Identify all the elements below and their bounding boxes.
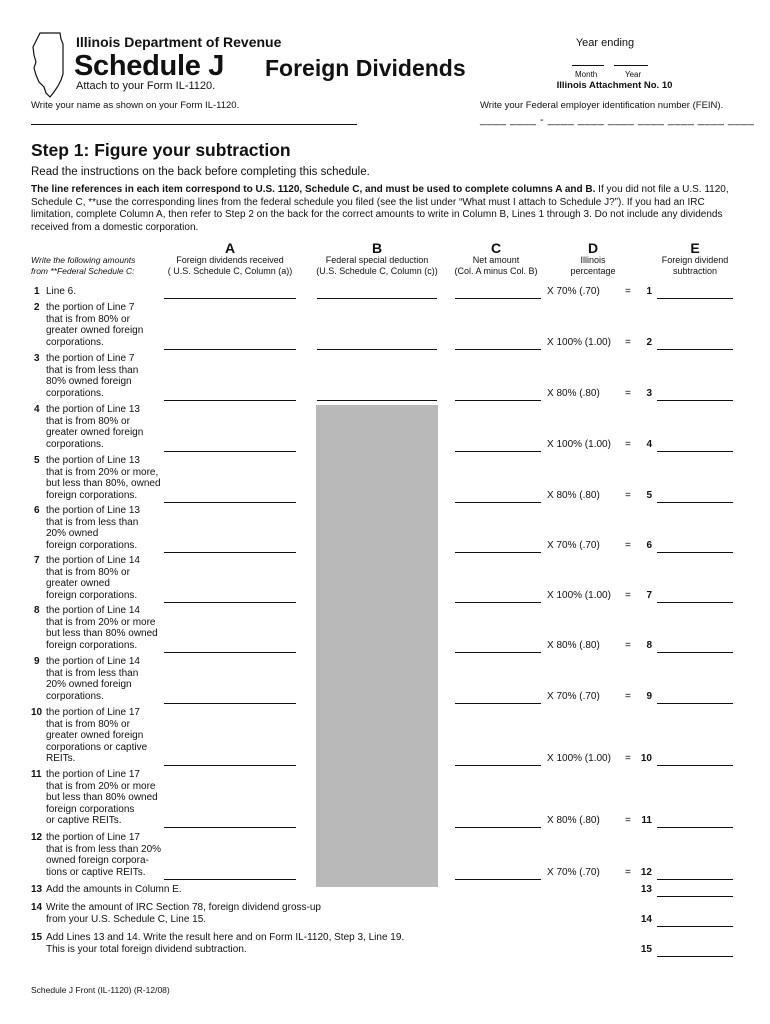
column-e-line-number: 12 — [640, 867, 652, 878]
column-e-line-number: 8 — [646, 640, 652, 651]
instructions-paragraph — [31, 184, 741, 234]
column-e-line-number: 4 — [646, 439, 652, 450]
column-e-line-number: 1 — [646, 286, 652, 297]
line-description-text: foreign corporations. — [46, 589, 138, 601]
line-description-text: the portion of Line 7 — [46, 302, 135, 313]
column-c-field[interactable] — [455, 552, 541, 553]
column-a-field[interactable] — [164, 703, 296, 704]
column-a-field[interactable] — [164, 827, 296, 828]
column-b-field[interactable] — [317, 298, 437, 299]
line-description-text: that is from 80% or — [46, 566, 130, 578]
equals-sign: = — [625, 286, 631, 297]
multiply-sign: X — [547, 867, 557, 878]
line-number: 11 — [31, 769, 42, 780]
line-description — [46, 286, 166, 298]
column-c-field[interactable] — [455, 879, 541, 880]
line-description — [46, 302, 166, 348]
line-description-text: owned foreign corpora- — [46, 855, 149, 866]
line-description — [46, 505, 166, 551]
column-b-header: Federal special deduction (U.S. Schedule C, Column (c)) — [316, 255, 438, 276]
illinois-percentage: 80% (.80) — [556, 388, 600, 399]
year-label: Year — [625, 70, 642, 79]
line-description-text: corporations. — [46, 387, 104, 399]
multiply-sign: X — [547, 815, 557, 826]
column-b-shaded-area — [316, 405, 438, 887]
line-14-text: Write the amount of IRC Section 78, foreign dividend gross-up from your U.S. Schedule C, Line 15. — [46, 902, 321, 925]
line-description-text: or captive REITs. — [46, 815, 122, 826]
column-e-field[interactable] — [657, 765, 733, 766]
form-footer: Schedule J Front (IL-1120) (R-12/08) — [31, 985, 170, 995]
column-e-field[interactable] — [657, 502, 733, 503]
multiply-percentage — [547, 640, 600, 651]
line-description-text: 20% owned — [46, 528, 99, 539]
column-c-field[interactable] — [455, 827, 541, 828]
column-c-field[interactable] — [455, 703, 541, 704]
column-a-field[interactable] — [164, 652, 296, 653]
column-b-field[interactable] — [317, 349, 437, 350]
column-e-field[interactable] — [657, 703, 733, 704]
column-e-field[interactable] — [657, 552, 733, 553]
multiply-percentage — [547, 540, 600, 551]
multiply-percentage — [547, 286, 600, 297]
equals-sign: = — [625, 439, 631, 450]
column-a-field[interactable] — [164, 451, 296, 452]
read-instructions: Read the instructions on the back before completing this schedule. — [31, 166, 370, 178]
line-description — [46, 605, 166, 651]
column-e-field[interactable] — [657, 652, 733, 653]
multiply-sign: X — [547, 691, 557, 702]
column-e-line-number: 2 — [646, 337, 652, 348]
multiply-sign: X — [547, 753, 557, 764]
line-description-text: corporations. — [46, 690, 104, 702]
line-number: 4 — [34, 404, 40, 415]
line-description-text: the portion of Line 13 — [46, 404, 140, 415]
equals-sign: = — [625, 753, 631, 764]
instructions-rest: If you did not file a U.S. 1120, Schedule C, **use the corresponding lines from the federal schedule you filed (see the list under “What must I attach to Schedule J?”). If you had an IRC limitation, complete Column A, then refer to Step 2 on the back for the correct amounts to write in Column B, Lines 1 through 3. Do not include any dividends received from a domestic corporation. — [31, 184, 729, 233]
column-b-letter: B — [371, 240, 383, 256]
line-description-text: Line 6. — [46, 286, 77, 297]
line-description-text: foreign corporations — [46, 803, 135, 815]
illinois-percentage: 100% (1.00) — [556, 337, 611, 348]
line-description-text: the portion of Line 7 — [46, 353, 135, 364]
line-description — [46, 353, 166, 399]
line-description — [46, 455, 166, 501]
line-13-e-number: 13 — [640, 884, 652, 895]
column-e-line-number: 3 — [646, 388, 652, 399]
line-description-text: REITs. — [46, 753, 76, 764]
schedule-title: Schedule J — [74, 50, 225, 82]
multiply-percentage — [547, 753, 611, 764]
line-15-number: 15 — [31, 932, 43, 943]
column-a-field[interactable] — [164, 298, 296, 299]
column-e-line-number: 6 — [646, 540, 652, 551]
line-description-text: but less than 80%, owned — [46, 478, 161, 489]
line-description-text: that is from 20% or more, — [46, 466, 159, 478]
column-e-field[interactable] — [657, 879, 733, 880]
line-15-e-number: 15 — [640, 944, 652, 955]
illinois-outline-icon — [30, 30, 68, 100]
month-field[interactable] — [572, 65, 604, 66]
column-e-field[interactable] — [657, 602, 733, 603]
line-description-text: the portion of Line 14 — [46, 555, 140, 566]
attach-note: Attach to your Form IL-1120. — [76, 80, 216, 92]
column-e-field[interactable] — [657, 451, 733, 452]
year-field[interactable] — [614, 65, 648, 66]
multiply-percentage — [547, 439, 611, 450]
line-description-text: corporations or captive — [46, 741, 148, 753]
column-a-field[interactable] — [164, 602, 296, 603]
column-d-letter: D — [587, 240, 599, 256]
multiply-sign: X — [547, 388, 557, 399]
equals-sign: = — [625, 867, 631, 878]
line-description-text: the portion of Line 13 — [46, 505, 140, 516]
step1-title: Step 1: Figure your subtraction — [31, 140, 291, 160]
column-c-letter: C — [490, 240, 502, 256]
line-description-text: greater owned foreign — [46, 427, 144, 438]
line-description-text: greater owned — [46, 578, 110, 589]
fein-field[interactable]: ____ ____ - ____ ____ ____ ____ ____ ____ ____ — [480, 114, 755, 126]
line-description-text: greater owned foreign — [46, 325, 144, 336]
line-description — [46, 707, 166, 765]
attachment-number: Illinois Attachment No. 10 — [556, 80, 673, 91]
line-description-text: the portion of Line 14 — [46, 605, 140, 616]
multiply-percentage — [547, 867, 600, 878]
line-description-text: 80% owned foreign — [46, 376, 132, 387]
equals-sign: = — [625, 337, 631, 348]
equals-sign: = — [625, 815, 631, 826]
multiply-sign: X — [547, 286, 557, 297]
column-e-line-number: 9 — [646, 691, 652, 702]
line-number: 6 — [34, 505, 40, 516]
column-e-field[interactable] — [657, 349, 733, 350]
illinois-percentage: 80% (.80) — [556, 640, 600, 651]
line-number: 9 — [34, 656, 40, 667]
line-description — [46, 656, 166, 702]
line-description-text: the portion of Line 17 — [46, 769, 140, 780]
agency-name: Illinois Department of Revenue — [76, 34, 282, 50]
line-description-text: that is from 20% or more — [46, 616, 156, 628]
line-description-text: tions or captive REITs. — [46, 866, 146, 878]
line-13-column-e-field[interactable] — [657, 896, 733, 897]
line-15-text: Add Lines 13 and 14. Write the result here and on Form IL-1120, Step 3, Line 19. This is your total foreign dividend subtraction. — [46, 932, 405, 955]
illinois-percentage: 70% (.70) — [556, 691, 600, 702]
equals-sign: = — [625, 640, 631, 651]
line-description-text: that is from less than — [46, 364, 139, 376]
line-description-text: that is from 80% or — [46, 718, 130, 730]
line-description-text: 20% owned foreign — [46, 679, 132, 690]
column-e-field[interactable] — [657, 400, 733, 401]
multiply-sign: X — [547, 490, 557, 501]
column-a-header: Foreign dividends received ( U.S. Schedule C, Column (a)) — [167, 255, 293, 276]
line-number: 7 — [34, 555, 40, 566]
line-description-text: that is from 20% or more — [46, 780, 156, 792]
year-ending-label: Year ending — [575, 37, 635, 49]
multiply-percentage — [547, 691, 600, 702]
multiply-percentage — [547, 490, 600, 501]
multiply-percentage — [547, 815, 600, 826]
schedule-topic: Foreign Dividends — [265, 55, 466, 81]
column-c-field[interactable] — [455, 502, 541, 503]
line-description-text: but less than 80% owned — [46, 792, 158, 803]
column-intro: Write the following amounts from **Federal Schedule C: — [31, 255, 136, 276]
column-e-line-number: 10 — [640, 753, 652, 764]
column-e-line-number: 7 — [646, 590, 652, 601]
line-description-text: corporations. — [46, 438, 104, 450]
multiply-percentage — [547, 590, 611, 601]
illinois-percentage: 100% (1.00) — [556, 590, 611, 601]
column-a-field[interactable] — [164, 765, 296, 766]
column-e-letter: E — [690, 240, 700, 256]
line-13-text: Add the amounts in Column E. — [46, 884, 182, 895]
line-description-text: foreign corporations. — [46, 539, 138, 551]
multiply-sign: X — [547, 640, 557, 651]
line-14-column-e-field[interactable] — [657, 926, 733, 927]
column-e-line-number: 11 — [641, 815, 652, 826]
multiply-percentage — [547, 337, 611, 348]
multiply-sign: X — [547, 337, 557, 348]
instructions-bold: The line references in each item correspond to U.S. 1120, Schedule C, and must be used to complete columns A and B. — [31, 184, 596, 195]
illinois-percentage: 70% (.70) — [556, 540, 600, 551]
line-description-text: the portion of Line 14 — [46, 656, 140, 667]
line-description — [46, 832, 166, 878]
multiply-percentage — [547, 388, 600, 399]
line-14-number: 14 — [31, 902, 43, 913]
column-a-field[interactable] — [164, 400, 296, 401]
column-c-field[interactable] — [455, 349, 541, 350]
line-number: 5 — [34, 455, 40, 466]
illinois-percentage: 100% (1.00) — [556, 439, 611, 450]
column-e-field[interactable] — [657, 298, 733, 299]
line-description — [46, 404, 166, 450]
column-c-header: Net amount (Col. A minus Col. B) — [454, 255, 538, 276]
column-c-field[interactable] — [455, 765, 541, 766]
illinois-percentage: 80% (.80) — [556, 815, 600, 826]
equals-sign: = — [625, 388, 631, 399]
line-number: 3 — [34, 353, 40, 364]
column-b-field[interactable] — [317, 400, 437, 401]
column-e-line-number: 5 — [646, 490, 652, 501]
line-description — [46, 555, 166, 601]
equals-sign: = — [625, 540, 631, 551]
name-field[interactable] — [31, 124, 357, 125]
column-c-field[interactable] — [455, 451, 541, 452]
multiply-sign: X — [547, 439, 557, 450]
line-description — [46, 769, 166, 827]
equals-sign: = — [625, 490, 631, 501]
line-14-e-number: 14 — [640, 914, 652, 925]
column-a-letter: A — [224, 240, 236, 256]
multiply-sign: X — [547, 590, 557, 601]
line-description-text: foreign corporations. — [46, 639, 138, 651]
column-a-field[interactable] — [164, 502, 296, 503]
equals-sign: = — [625, 590, 631, 601]
line-description-text: that is from less than — [46, 516, 139, 528]
line-number: 10 — [31, 707, 43, 718]
illinois-percentage: 80% (.80) — [556, 490, 600, 501]
column-d-header: Illinois percentage — [570, 255, 616, 276]
line-description-text: the portion of Line 17 — [46, 707, 140, 718]
illinois-percentage: 100% (1.00) — [556, 753, 611, 764]
column-a-field[interactable] — [164, 552, 296, 553]
illinois-percentage: 70% (.70) — [556, 867, 600, 878]
line-number: 12 — [31, 832, 43, 843]
line-number: 8 — [34, 605, 40, 616]
month-label: Month — [575, 70, 598, 79]
line-description-text: that is from less than — [46, 667, 139, 679]
line-description-text: foreign corporations. — [46, 489, 138, 501]
line-description-text: corporations. — [46, 336, 104, 348]
line-description-text: but less than 80% owned — [46, 628, 158, 639]
column-e-field[interactable] — [657, 827, 733, 828]
line-number: 1 — [34, 286, 40, 297]
column-c-field[interactable] — [455, 652, 541, 653]
line-description-text: the portion of Line 17 — [46, 832, 140, 843]
column-c-field[interactable] — [455, 298, 541, 299]
line-number: 2 — [34, 302, 40, 313]
multiply-sign: X — [547, 540, 557, 551]
equals-sign: = — [625, 691, 631, 702]
name-label: Write your name as shown on your Form IL-1120. — [31, 100, 240, 111]
line-description-text: greater owned foreign — [46, 730, 144, 741]
line-15-column-e-field[interactable] — [657, 956, 733, 957]
line-description-text: that is from less than 20% — [46, 843, 162, 855]
line-description-text: that is from 80% or — [46, 313, 130, 325]
fein-label: Write your Federal employer identification number (FEIN). — [480, 100, 724, 111]
column-c-field[interactable] — [455, 400, 541, 401]
line-description-text: that is from 80% or — [46, 415, 130, 427]
column-c-field[interactable] — [455, 602, 541, 603]
column-a-field[interactable] — [164, 879, 296, 880]
illinois-percentage: 70% (.70) — [556, 286, 600, 297]
column-a-field[interactable] — [164, 349, 296, 350]
line-description-text: the portion of Line 13 — [46, 455, 140, 466]
line-13-number: 13 — [31, 884, 43, 895]
column-e-header: Foreign dividend subtraction — [661, 255, 729, 276]
